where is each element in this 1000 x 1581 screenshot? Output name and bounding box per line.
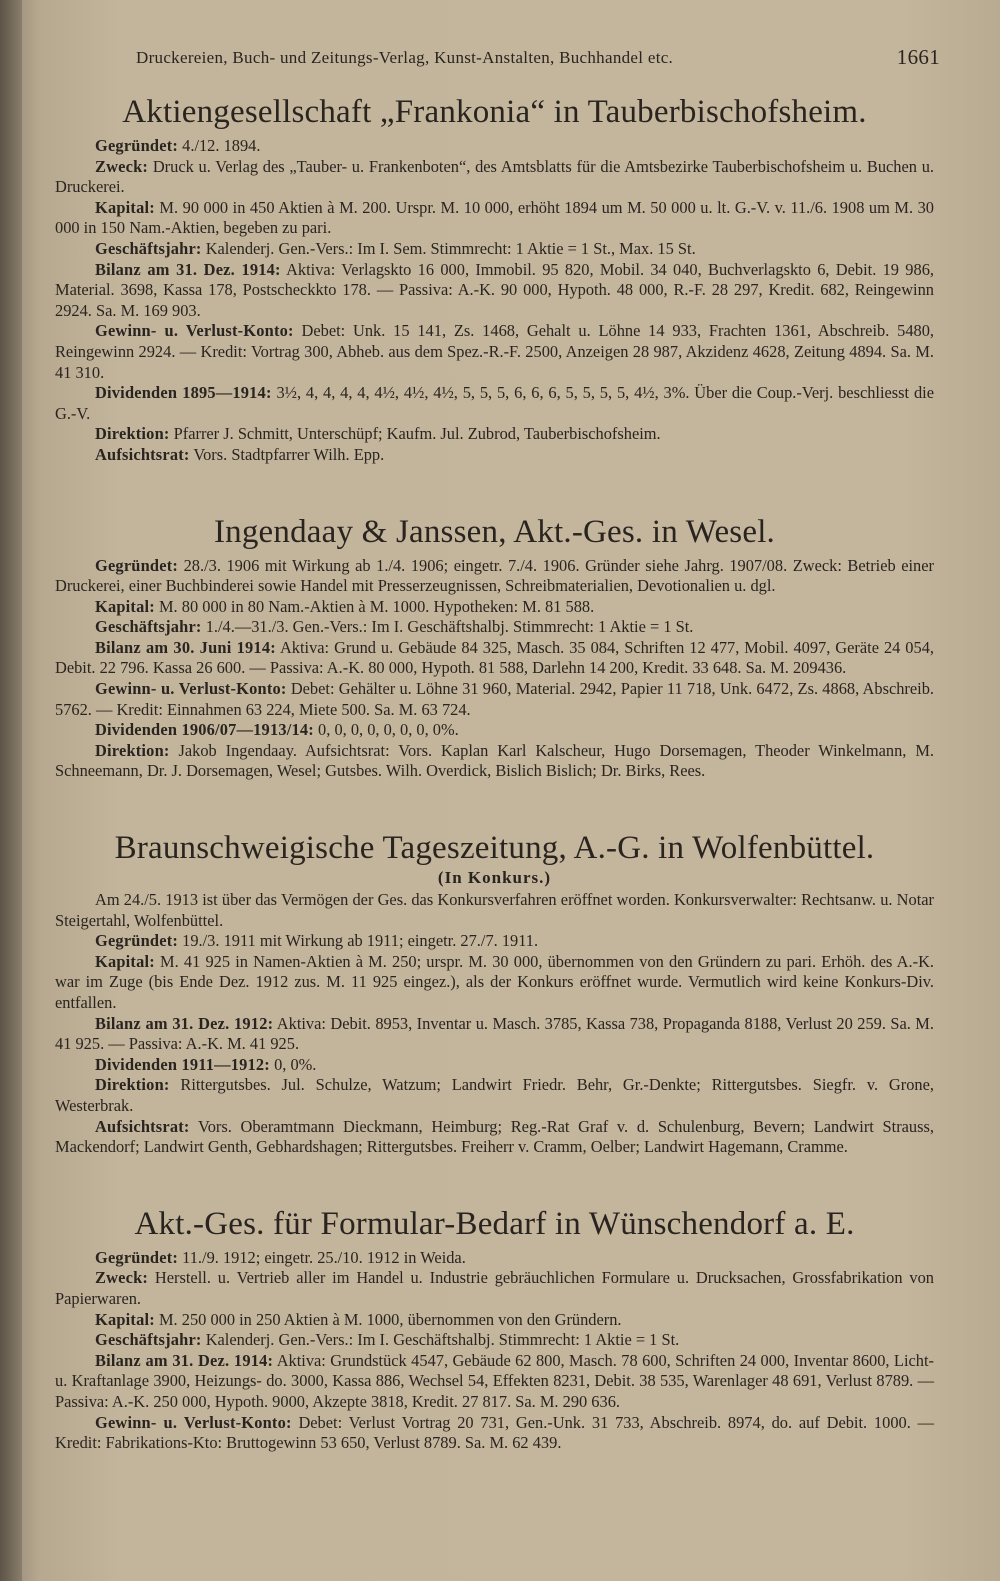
company-title: Ingendaay & Janssen, Akt.-Ges. in Wesel.: [213, 513, 776, 550]
entry-paragraph: [55, 445, 934, 466]
field-text: Druck u. Verlag des „Tauber- u. Frankenboten“, des Amtsblatts für die Amtsbezirke Tauberbischofsheim u. Buchen u. Druckerei.: [55, 156, 934, 197]
entry-paragraph: [55, 617, 934, 638]
field-text: 0, 0, 0, 0, 0, 0, 0, 0%.: [313, 720, 459, 740]
entry-paragraph: [55, 136, 934, 157]
field-label: Gewinn- u. Verlust-Konto:: [95, 679, 287, 699]
field-text: Pfarrer J. Schmitt, Unterschüpf; Kaufm. Jul. Zubrod, Tauberbischofsheim.: [169, 424, 661, 444]
field-text: M. 80 000 in 80 Nam.-Aktien à M. 1000. Hypotheken: M. 81 588.: [154, 596, 595, 616]
field-label: Kapital:: [95, 951, 155, 971]
field-text: Debet: Gehälter u. Löhne 31 960, Material. 2942, Papier 11 718, Unk. 6472, Zs. 4868, Abschreib. 5762. — Kredit: Einnahmen 63 224, Miete 500. Sa. M. 63 724.: [55, 679, 934, 719]
field-label: Gewinn- u. Verlust-Konto:: [95, 1412, 292, 1432]
field-text: M. 41 925 in Namen-Aktien à M. 250; urspr. M. 30 000, übernommen von den Gründern zu pari. Erhöh. des A.-K. war im Zuge (bis Ende Dez. 1912 zus. M. 11 925 eingez.), als der Konkurs eröffnet wurde. Vermutlich wird keine Konkurs-Div. entfallen.: [55, 951, 934, 1012]
field-text: Debet: Unk. 15 141, Zs. 1468, Gehalt u. Löhne 14 933, Frachten 1361, Abschreib. 5480, Reingewinn 2924. — Kredit: Vortrag 300, Abheb. aus dem Spez.-R.-F. 2500, Anzeigen 28 987, Akzidenz 4628, Zeitung 4894. Sa. M. 41 310.: [55, 321, 935, 382]
company-status: (In Konkurs.): [437, 868, 552, 888]
field-label: Zweck:: [95, 1268, 149, 1288]
field-text: Aktiva: Debit. 8953, Inventar u. Masch. 3785, Kassa 738, Propaganda 8188, Verlust 20 259. Sa. M. 41 925. — Passiva: A.-K. M. 41 925.: [55, 1013, 934, 1054]
field-label: Gegründet:: [95, 136, 179, 155]
field-text: Aktiva: Verlagskto 16 000, Immobil. 95 820, Mobil. 34 040, Buchverlagskto 6, Debit. 19 986, Material. 3698, Kassa 178, Postscheckkto 178. — Passiva: A.-K. 90 000, Hypoth. 48 000, R.-F. 28 297, Kredit. 682, Reingewinn 2924. Sa. M. 169 903.: [55, 259, 934, 320]
field-text: M. 250 000 in 250 Aktien à M. 1000, übernommen von den Gründern.: [154, 1309, 622, 1329]
entry-paragraph: [55, 556, 934, 597]
field-label: Gegründet:: [95, 1247, 179, 1267]
field-text: Aktiva: Grund u. Gebäude 84 325, Masch. 35 084, Schriften 12 477, Mobil. 4097, Geräte 24 054, Debit. 22 796. Kassa 26 600. — Passiva: A.-K. 80 000, Hypoth. 81 588, Darlehn 14 200, Kredit. 33 648. Sa. M. 209436.: [55, 637, 934, 678]
entry-paragraph: [55, 424, 934, 445]
field-text: Debet: Verlust Vortrag 20 731, Gen.-Unk. 31 733, Abschreib. 8974, do. auf Debit. 1000. — Kredit: Fabrikations-Kto: Bruttogewinn 53 650, Verlust 8789. Sa. M. 62 439.: [55, 1412, 934, 1453]
entry-paragraph: [55, 741, 934, 782]
field-label: Dividenden 1906/07—1913/14:: [95, 720, 314, 740]
field-text: Kalenderj. Gen.-Vers.: Im I. Geschäftshalbj. Stimmrecht: 1 Aktie = 1 St.: [201, 1330, 680, 1350]
field-text: 11./9. 1912; eingetr. 25./10. 1912 in Weida.: [178, 1247, 466, 1267]
entry-paragraph: [55, 1117, 934, 1158]
field-label: Geschäftsjahr:: [95, 1330, 202, 1350]
section-gap: [55, 1168, 934, 1204]
field-text: M. 90 000 in 450 Aktien à M. 200. Urspr. M. 10 000, erhöht 1894 um M. 50 000 u. lt. G.-V. v. 11./6. 1908 um M. 30 000 in 150 Nam.-Aktien, begeben zu pari.: [55, 197, 934, 238]
field-text: Jakob Ingendaay. Aufsichtsrat: Vors. Kaplan Karl Kalscheur, Hugo Dorsemagen, Theoder Winkelmann, M. Schneemann, Dr. J. Dorsemagen, Wesel; Gutsbes. Wilh. Overdick, Bislich Bislich; Dr. Birks, Rees.: [55, 740, 934, 781]
running-head-text: Druckereien, Buch- und Zeitungs-Verlag, Kunst-Anstalten, Buchhandel etc.: [136, 48, 674, 67]
entry-paragraph: [55, 321, 934, 383]
field-text: Herstell. u. Vertrieb aller im Handel u. Industrie gebräuchlichen Formulare u. Drucksachen, Grossfabrikation von Papierwaren.: [55, 1268, 934, 1308]
section-gap: [55, 792, 934, 828]
field-label: Bilanz am 31. Dez. 1914:: [95, 1350, 274, 1370]
entry-paragraph: [55, 1310, 934, 1331]
field-text: 28./3. 1906 mit Wirkung ab 1./4. 1906; eingetr. 7./4. 1906. Gründer siehe Jahrg. 1907/08. Zweck: Betrieb einer Druckerei, einer Buchbinderei sowie Handel mit Presserzeugnissen, Schreibmaterialien, Devotionalien u. dgl.: [55, 555, 934, 596]
page-binding-shadow: [0, 0, 22, 1581]
entry-paragraph: [55, 931, 934, 952]
field-label: Kapital:: [95, 596, 155, 616]
field-text: Kalenderj. Gen.-Vers.: Im I. Sem. Stimmrecht: 1 Aktie = 1 St., Max. 15 St.: [201, 238, 696, 258]
field-label: Bilanz am 30. Juni 1914:: [95, 637, 276, 657]
entry-paragraph: [55, 198, 934, 239]
entry-paragraph: [55, 1075, 934, 1116]
field-label: Aufsichtsrat:: [95, 444, 190, 464]
field-label: Dividenden 1911—1912:: [95, 1054, 270, 1074]
entry-paragraph: [55, 383, 934, 424]
field-label: Gegründet:: [95, 555, 179, 575]
field-label: Bilanz am 31. Dez. 1914:: [95, 259, 281, 279]
page-number: 1661: [896, 45, 940, 69]
field-label: Direktion:: [95, 1075, 170, 1095]
field-text: 19./3. 1911 mit Wirkung ab 1911; eingetr. 27./7. 1911.: [178, 931, 539, 951]
company-title: Akt.-Ges. für Formular-Bedarf in Wünschendorf a. E.: [134, 1205, 855, 1242]
entry-paragraph: [55, 239, 934, 260]
entry-paragraph: [55, 890, 934, 931]
field-text: Aktiva: Grundstück 4547, Gebäude 62 800, Masch. 78 600, Schriften 24 000, Inventar 8600, Licht- u. Kraftanlage 3900, Heizungs- do. 3000, Kassa 886, Wechsel 54, Effekten 8231, Debit. 38 535, Warenlager 48 691, Verlust 8789. — Passiva: A.-K. 250 000, Hypoth. 9000, Akzepte 3818, Kredit. 27 817. Sa. M. 290 636.: [55, 1350, 934, 1411]
company-title: Aktiengesellschaft „Frankonia“ in Tauberbischofsheim.: [122, 94, 867, 130]
field-text: 1./4.—31./3. Gen.-Vers.: Im I. Geschäftshalbj. Stimmrecht: 1 Aktie = 1 St.: [201, 617, 694, 637]
entry-paragraph: [55, 597, 934, 618]
entry-paragraph: [55, 952, 934, 1014]
entry-paragraph: [55, 1330, 934, 1351]
entry-paragraph: [55, 1248, 934, 1269]
field-label: Geschäftsjahr:: [95, 617, 202, 637]
field-label: Geschäftsjahr:: [95, 238, 202, 258]
entry-paragraph: [55, 638, 934, 679]
running-head: [136, 45, 940, 69]
field-label: Bilanz am 31. Dez. 1912:: [95, 1013, 274, 1033]
field-text: 4./12. 1894.: [178, 136, 261, 155]
field-label: Zweck:: [95, 156, 149, 176]
company-entry: [55, 512, 934, 783]
field-label: Dividenden 1895—1914:: [95, 383, 272, 403]
entry-paragraph: [55, 1413, 934, 1454]
field-text: Vors. Stadtpfarrer Wilh. Epp.: [189, 444, 385, 464]
entry-paragraph: [55, 720, 934, 741]
company-title: Braunschweigische Tageszeitung, A.-G. in Wolfenbüttel.: [114, 830, 875, 867]
section-gap: [55, 476, 934, 512]
page-content: [55, 92, 934, 1464]
field-label: Gewinn- u. Verlust-Konto:: [95, 321, 294, 341]
entry-paragraph: [55, 1055, 934, 1076]
field-label: Kapital:: [95, 197, 155, 217]
entry-paragraph: [55, 1268, 934, 1309]
company-entry: [55, 1204, 934, 1454]
field-text: Vors. Oberamtmann Dieckmann, Heimburg; Reg.-Rat Graf v. d. Schulenburg, Bevern; Landwirt Strauss, Mackendorf; Landwirt Genth, Gebhardshagen; Rittergutsbes. Freiherr v. Cramm, Oelber; Landwirt Hagemann, Cramme.: [55, 1116, 934, 1157]
field-label: Gegründet:: [95, 931, 179, 951]
entry-paragraph: [55, 679, 934, 720]
entry-paragraph: [55, 1351, 934, 1413]
company-entry: [55, 92, 934, 466]
field-label: Kapital:: [95, 1309, 155, 1329]
field-label: Direktion:: [95, 740, 170, 760]
field-text: Rittergutsbes. Jul. Schulze, Watzum; Landwirt Friedr. Behr, Gr.-Denkte; Rittergutsbes. Siegfr. v. Grone, Westerbrak.: [55, 1075, 934, 1115]
field-label: Aufsichtsrat:: [95, 1116, 190, 1136]
field-text: 3½, 4, 4, 4, 4, 4½, 4½, 4½, 5, 5, 5, 6, 6, 6, 5, 5, 5, 5, 4½, 3%. Über die Coup.-Verj. beschliesst die G.-V.: [55, 383, 934, 423]
entry-paragraph: [55, 260, 934, 322]
entry-paragraph: [55, 1014, 934, 1055]
entry-paragraph: [55, 157, 934, 198]
field-label: Direktion:: [95, 424, 170, 444]
field-text: 0, 0%.: [269, 1054, 317, 1074]
company-entry: [55, 828, 934, 1158]
field-text: Am 24./5. 1913 ist über das Vermögen der Ges. das Konkursverfahren eröffnet worden. Konkursverwalter: Rechtsanw. u. Notar Steigertahl, Wolfenbüttel.: [55, 890, 934, 930]
